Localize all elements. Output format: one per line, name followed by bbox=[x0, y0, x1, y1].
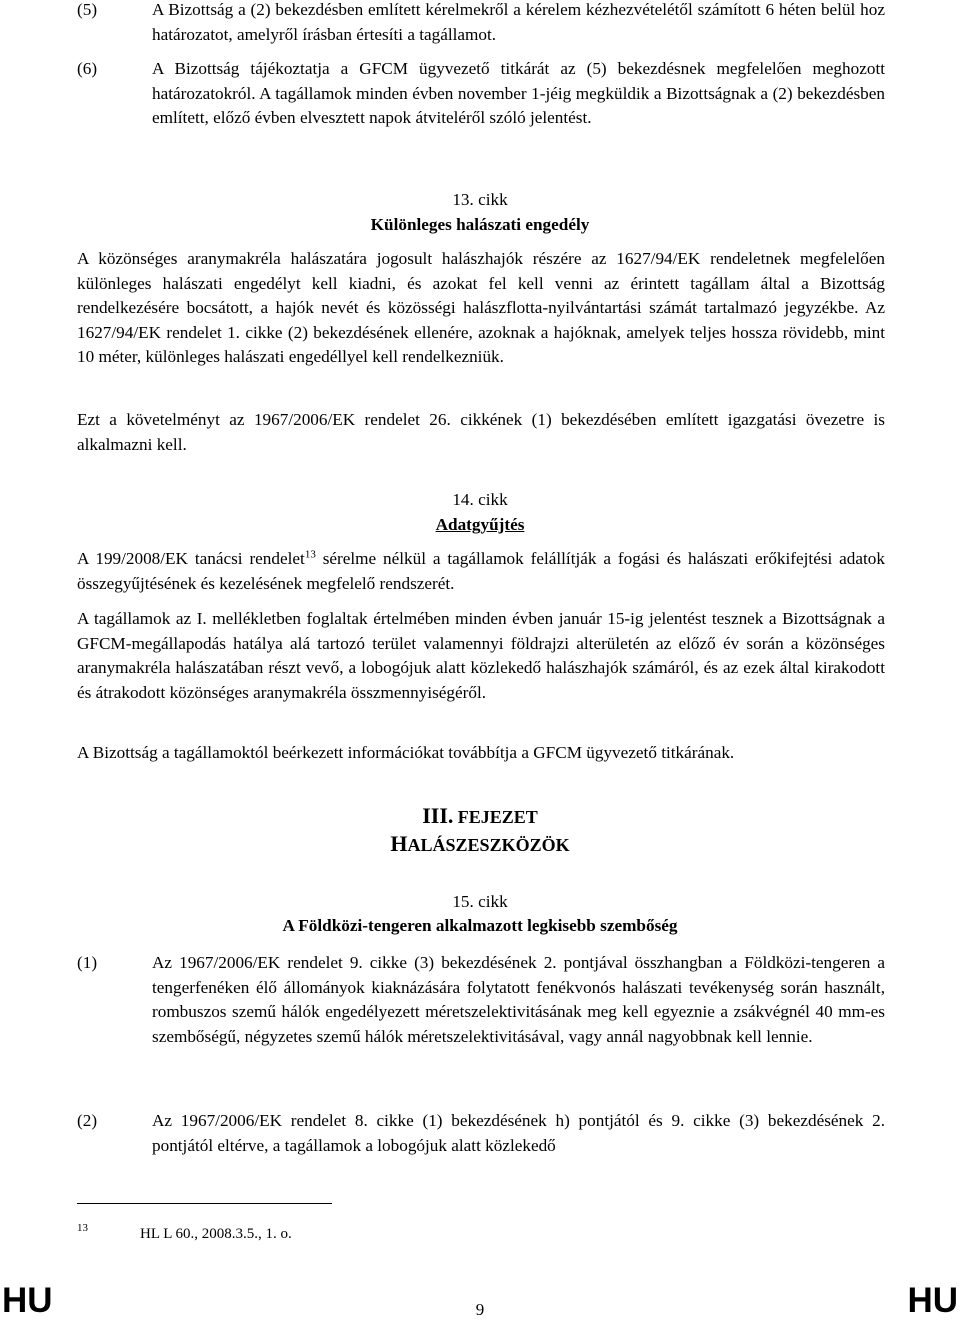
footnote-separator bbox=[77, 1203, 332, 1204]
paragraph-text-end: sérelme nélkül a tagállamok felállítják a fogási és halászati erőkifejtési adatok összegyűjtésének és kezelésének megfelelő rendszerét. bbox=[77, 549, 885, 593]
chapter-label: FEJEZET bbox=[457, 807, 538, 827]
chapter-roman: III. bbox=[422, 803, 454, 828]
footer-language-right: HU bbox=[907, 1281, 958, 1320]
paragraph-item-5 bbox=[77, 0, 885, 47]
article-15-item-1 bbox=[77, 951, 885, 1049]
paragraph-item-6 bbox=[77, 57, 885, 131]
chapter-title bbox=[0, 832, 960, 858]
article-14-title-text: Adatgyűjtés bbox=[435, 515, 525, 534]
item-number: (1) bbox=[77, 953, 98, 972]
article-14-title bbox=[0, 513, 960, 537]
paragraph-text-start: A 199/2008/EK tanácsi rendelet bbox=[77, 549, 305, 568]
item-number: (2) bbox=[77, 1111, 98, 1130]
article-14-paragraph-1 bbox=[77, 547, 885, 596]
article-13-number: 13. cikk bbox=[452, 190, 508, 209]
item-text: Az 1967/2006/EK rendelet 9. cikke (3) bekezdésének 2. pontjával összhangban a Földközi-tengeren a tengerfenéken élő állományok kiaknázására folytatott fenékvonós halászati tevékenység során használt, rombuszos szemű hálók engedélyezett méretszelektivitásának meg kell egyeznie a zsákvégnél 40 mm-es szembőségű, négyzetes szemű hálók méretszelektivitásával, vagy annál nagyobbnak kell lennie. bbox=[152, 953, 885, 1046]
article-13-paragraph-2: Ezt a követelményt az 1967/2006/EK rendelet 26. cikkének (1) bekezdésében említett igazgatási övezetre is alkalmazni kell. bbox=[77, 410, 885, 454]
article-15-item-2 bbox=[77, 1109, 885, 1158]
article-13-paragraph-1: A közönséges aranymakréla halászatára jogosult halászhajók részére az 1627/94/EK rendeletnek megfelelően különleges halászati engedélyt kell kiadni, és azokat fel kell venni az érintett tagállam által a Bizottság rendelkezésére bocsátott, a hajók nevét és közösségi halászflotta-nyilvántartási számát tartalmazó jegyzékbe. Az 1627/94/EK rendelet 1. cikke (2) bekezdésének ellenére, azoknak a hajóknak, amelyek teljes hossza rövidebb, mint 10 méter, különleges halászati engedéllyel kell rendelkezniük. bbox=[77, 249, 885, 366]
chapter-title-rest: ALÁSZESZKÖZÖK bbox=[407, 835, 570, 855]
footnote-text: HL L 60., 2008.3.5., 1. o. bbox=[140, 1226, 292, 1242]
article-15-title: A Földközi-tengeren alkalmazott legkisebb szembőség bbox=[282, 916, 678, 935]
article-14-paragraph-3: A Bizottság a tagállamoktól beérkezett információkat továbbítja a GFCM ügyvezető titkárának. bbox=[77, 743, 735, 762]
item-number: (6) bbox=[77, 59, 98, 78]
footnote-number: 13 bbox=[77, 1222, 88, 1234]
item-text: A Bizottság tájékoztatja a GFCM ügyvezető titkárát az (5) bekezdésnek megfelelően meghozott határozatokról. A tagállamok minden évben november 1-jéig megküldik a Bizottságnak a (2) bekezdésben említett, előző évben elvesztett napok átviteléről szóló jelentést. bbox=[152, 59, 885, 128]
item-number: (5) bbox=[77, 0, 98, 19]
page-number: 9 bbox=[475, 1300, 485, 1319]
item-text: Az 1967/2006/EK rendelet 8. cikke (1) bekezdésének h) pontjától és 9. cikke (3) bekezdésének 2. pontjától eltérve, a tagállamok a lobogójuk alatt közlekedő bbox=[152, 1111, 885, 1155]
footnote-reference: 13 bbox=[304, 548, 316, 561]
item-text: A Bizottság a (2) bekezdésben említett kérelmekről a kérelem kézhezvételétől számított 6 héten belül hoz határozatot, amelyről írásban értesíti a tagállamot. bbox=[152, 0, 885, 44]
article-15-number: 15. cikk bbox=[452, 892, 508, 911]
footer-language-left: HU bbox=[2, 1281, 53, 1320]
article-14-paragraph-2: A tagállamok az I. mellékletben foglaltak értelmében minden évben január 15-ig jelentést tesznek a Bizottságnak a GFCM-megállapodás hatálya alá tartozó terület valamennyi földrajzi alterületén az előző év során a közönséges aranymakréla halászatában részt vevő, a lobogójuk alatt közlekedő halászhajók számáról, és az ezek által kirakodott és átrakodott közönséges aranymakréla összmennyiségéről. bbox=[77, 609, 885, 702]
article-13-title: Különleges halászati engedély bbox=[370, 215, 590, 234]
article-14-number: 14. cikk bbox=[452, 490, 508, 509]
chapter-title-initial: H bbox=[390, 831, 408, 856]
chapter-heading bbox=[0, 804, 960, 830]
